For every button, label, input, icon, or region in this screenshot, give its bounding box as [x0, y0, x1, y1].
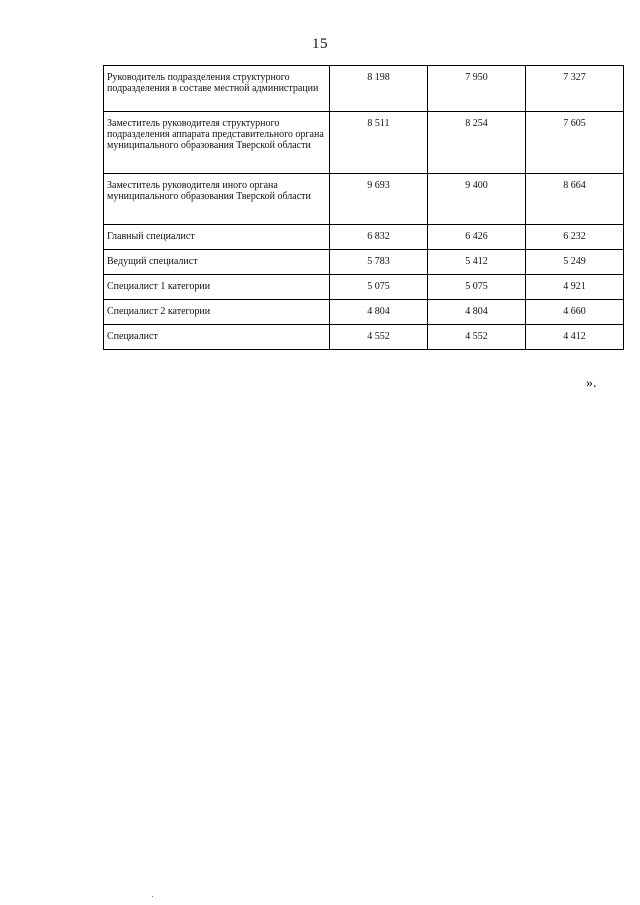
position-name-cell: Специалист 1 категории — [104, 275, 330, 300]
salary-value-cell: 7 605 — [526, 112, 624, 174]
salary-value-cell: 4 921 — [526, 275, 624, 300]
salary-value-cell: 4 804 — [428, 300, 526, 325]
salary-value-cell: 4 660 — [526, 300, 624, 325]
salary-value-cell: 9 693 — [330, 174, 428, 225]
salary-value-cell: 4 552 — [428, 325, 526, 350]
salary-value-cell: 8 664 — [526, 174, 624, 225]
table-row — [104, 225, 624, 250]
salary-value-cell: 6 426 — [428, 225, 526, 250]
salary-value-cell: 8 254 — [428, 112, 526, 174]
position-name-cell: Заместитель руководителя иного органа муниципального образования Тверской области — [104, 174, 330, 225]
table-row — [104, 275, 624, 300]
salary-value-cell: 5 412 — [428, 250, 526, 275]
table-row — [104, 300, 624, 325]
table-row — [104, 174, 624, 225]
position-name-cell: Главный специалист — [104, 225, 330, 250]
salary-value-cell: 5 249 — [526, 250, 624, 275]
scan-artifact-dot — [152, 896, 153, 897]
salary-value-cell: 8 198 — [330, 66, 428, 112]
salary-value-cell: 4 804 — [330, 300, 428, 325]
page-number: 15 — [312, 36, 328, 52]
salary-value-cell: 7 327 — [526, 66, 624, 112]
table-row — [104, 112, 624, 174]
salary-value-cell: 6 232 — [526, 225, 624, 250]
salary-value-cell: 5 783 — [330, 250, 428, 275]
table-row — [104, 325, 624, 350]
position-name-cell: Специалист — [104, 325, 330, 350]
position-name-cell: Специалист 2 категории — [104, 300, 330, 325]
salary-value-cell: 5 075 — [428, 275, 526, 300]
salary-value-cell: 4 552 — [330, 325, 428, 350]
salary-value-cell: 6 832 — [330, 225, 428, 250]
table-row — [104, 250, 624, 275]
salary-value-cell: 8 511 — [330, 112, 428, 174]
salary-value-cell: 5 075 — [330, 275, 428, 300]
salary-table — [103, 65, 624, 350]
position-name-cell: Заместитель руководителя структурного подразделения аппарата представительного органа муниципального образования Тверской области — [104, 112, 330, 174]
salary-value-cell: 9 400 — [428, 174, 526, 225]
closing-quote-mark: ». — [586, 376, 597, 391]
salary-value-cell: 4 412 — [526, 325, 624, 350]
position-name-cell: Ведущий специалист — [104, 250, 330, 275]
position-name-cell: Руководитель подразделения структурного подразделения в составе местной администрации — [104, 66, 330, 112]
salary-value-cell: 7 950 — [428, 66, 526, 112]
table-row — [104, 66, 624, 112]
